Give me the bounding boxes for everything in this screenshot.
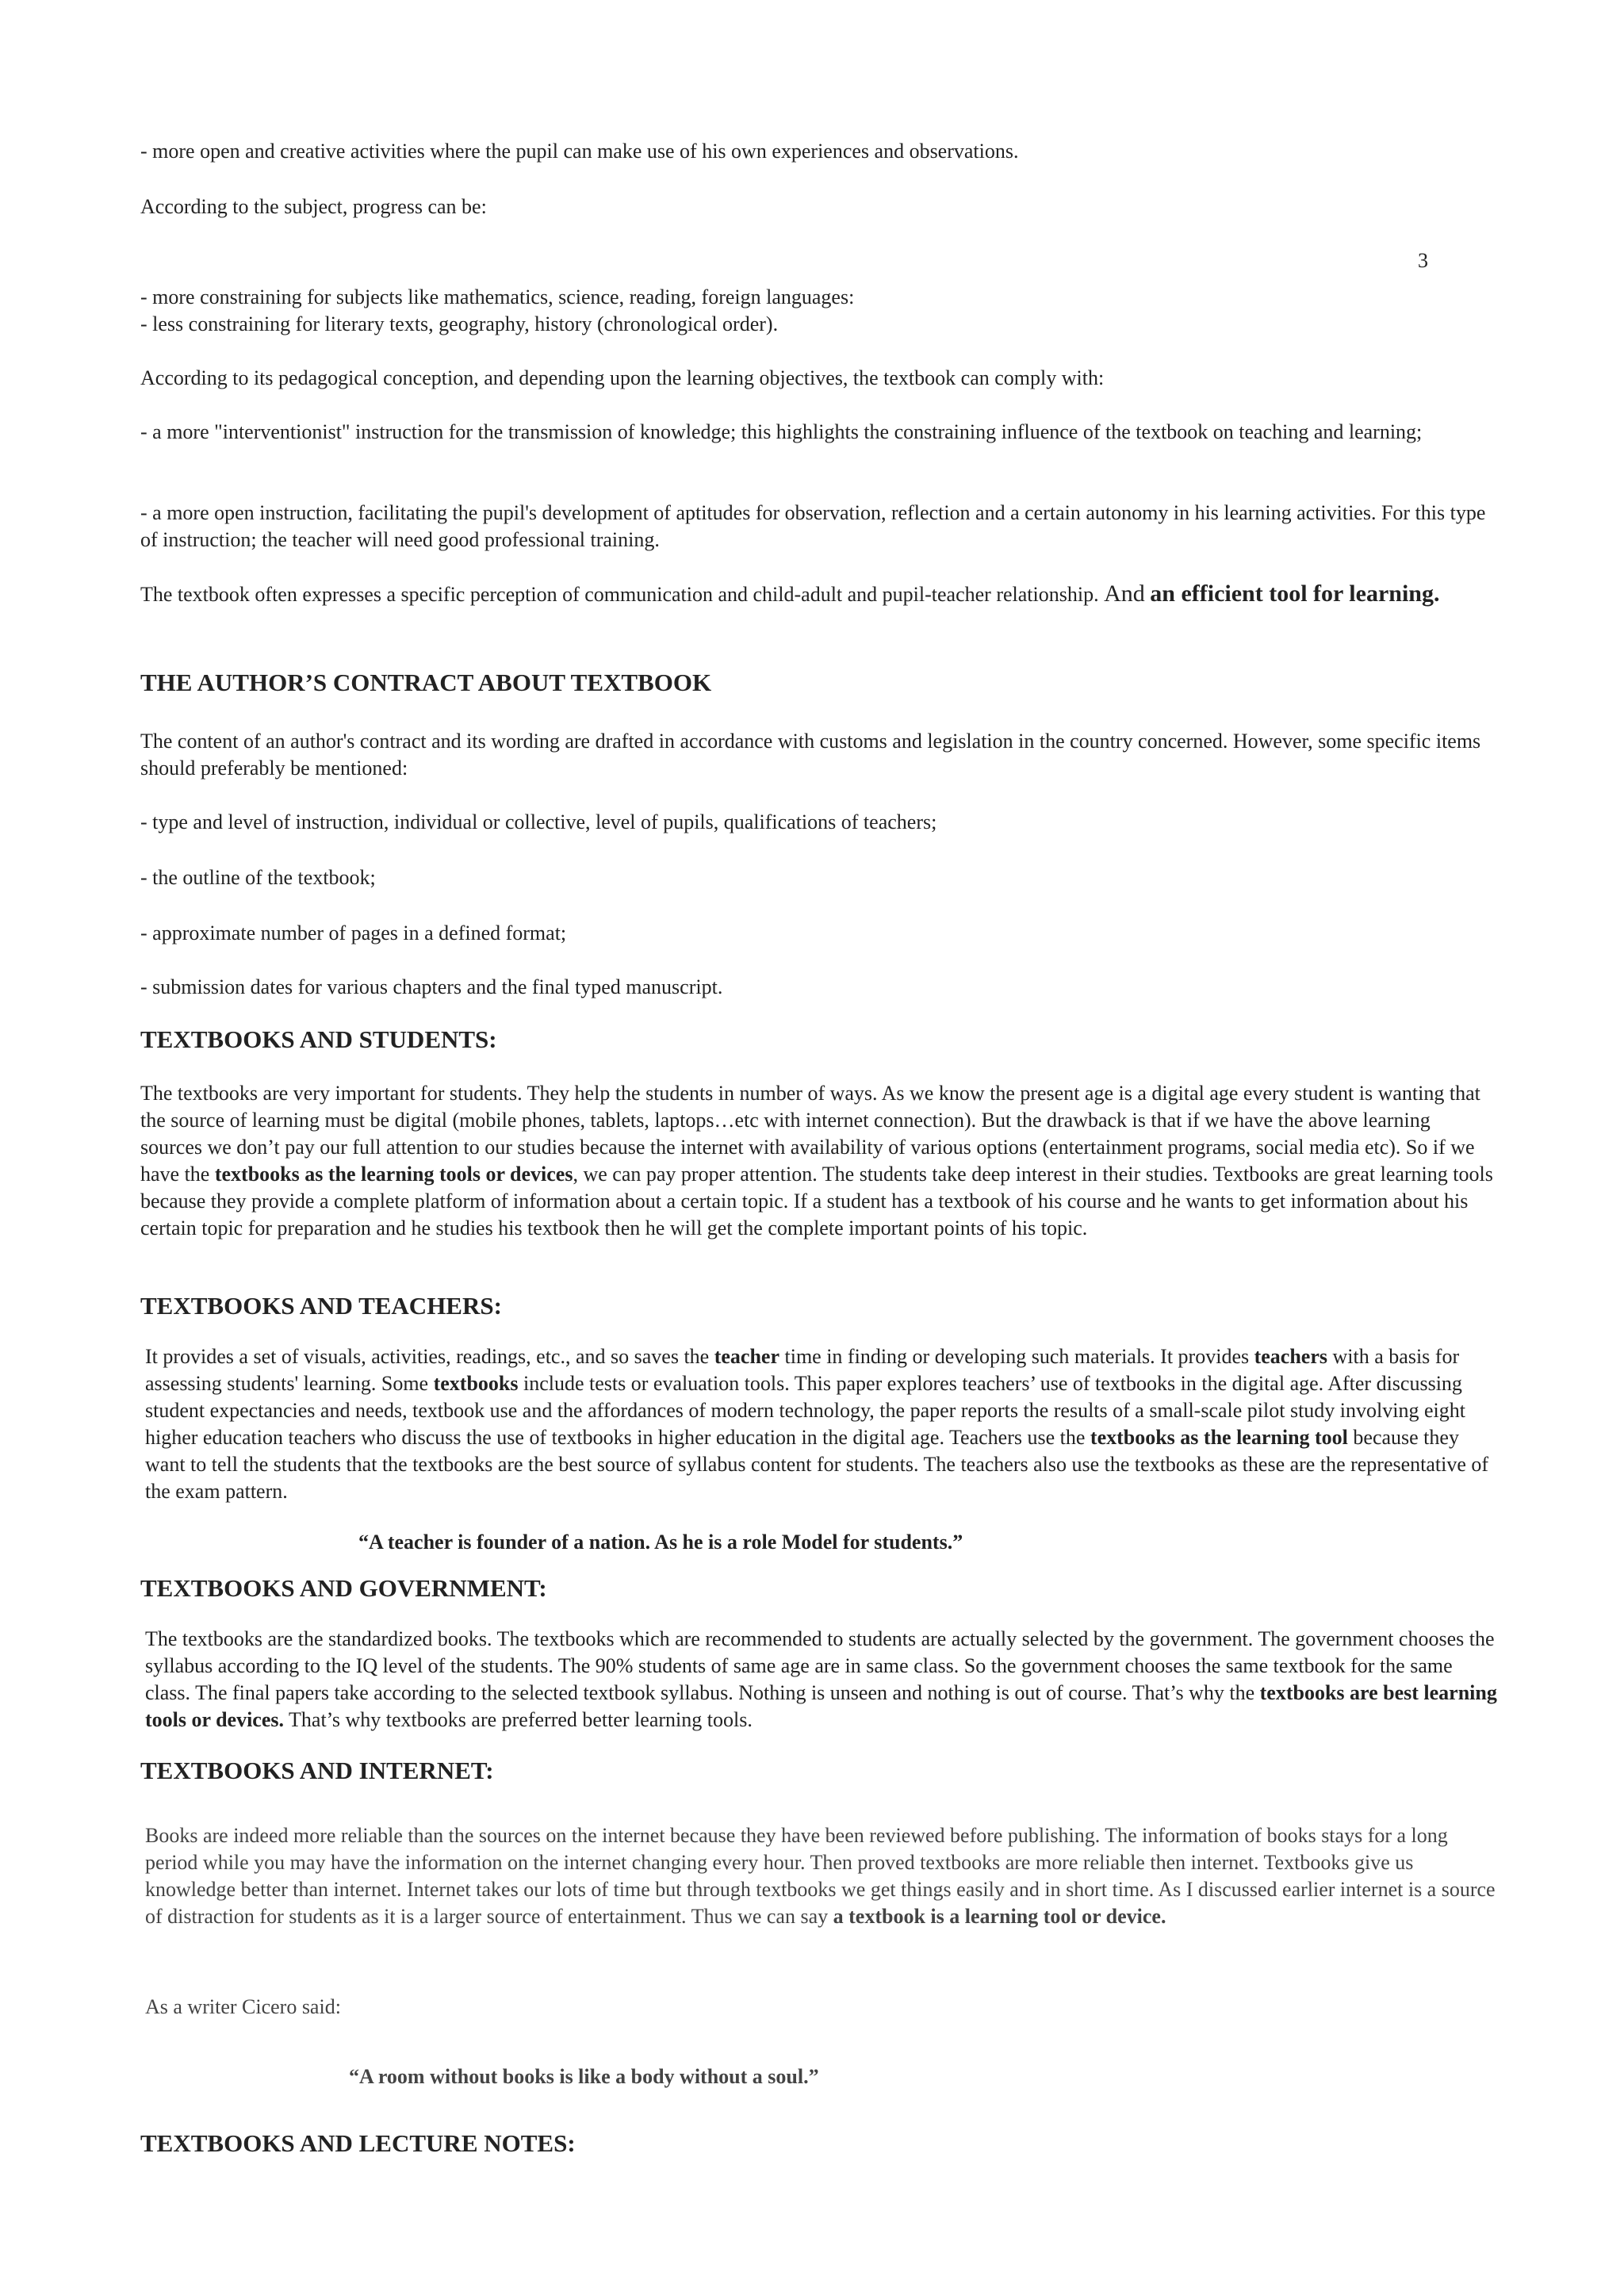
teachers-paragraph xyxy=(145,1343,1501,1505)
government-text-2: That’s why textbooks are preferred better learning tools. xyxy=(289,1708,753,1731)
teachers-text-3: with a basis for assessing students' learning. Some xyxy=(145,1345,1460,1395)
contract-item-4: - submission dates for various chapters and the final typed manuscript. xyxy=(140,975,723,998)
students-heading: TEXTBOOKS AND STUDENTS: xyxy=(140,1025,497,1053)
teachers-heading: TEXTBOOKS AND TEACHERS: xyxy=(140,1292,502,1320)
government-paragraph xyxy=(145,1626,1501,1734)
internet-bold-1: a textbook is a learning tool or device. xyxy=(833,1905,1166,1928)
author-contract-paragraph: The content of an author's contract and its wording are drafted in accordance with customs and legislation in the country concerned. However, some specific items should preferably be mentioned: xyxy=(140,730,1481,780)
internet-paragraph xyxy=(145,1822,1501,1930)
contract-item-1: - type and level of instruction, individual or collective, level of pupils, qualifications of teachers; xyxy=(140,810,937,833)
page-number: 3 xyxy=(1418,249,1428,272)
internet-text-1: Books are indeed more reliable than the sources on the internet because they have been reviewed before publishing. The information of books stays for a long period while you may have the information on the internet changing every hour. Then proved textbooks are more reliable then internet. Textbooks give us knowledge better than internet. Internet takes our lots of time but through textbooks we get things easily and in short time. As I discussed earlier internet is a source of distraction for students as it is a larger source of entertainment. Thus we can say xyxy=(145,1824,1496,1928)
constraining-list xyxy=(140,284,1496,338)
perception-paragraph xyxy=(140,580,1496,608)
teachers-text-4: include tests or evaluation tools. This paper explores teachers’ use of textbooks in the digital age. After discussing student expectancies and needs, textbook use and the affordances of modern technology, the paper reports the results of a small-scale pilot study involving eight higher education teachers who discuss the use of textbooks in higher education in the digital age. Teachers use the xyxy=(145,1372,1465,1449)
cicero-quote: “A room without books is like a body without a soul.” xyxy=(349,2065,819,2088)
contract-item-3: - approximate number of pages in a defined format; xyxy=(140,921,567,944)
perception-text: The textbook often expresses a specific perception of communication and child-adult and pupil-teacher relationship. xyxy=(140,583,1099,606)
internet-heading: TEXTBOOKS AND INTERNET: xyxy=(140,1757,494,1784)
teachers-text-5: because they want to tell the students that the textbooks are the best source of syllabus content for students. The teachers also use the textbooks as these are the representative of the exam pattern. xyxy=(145,1426,1489,1503)
students-text-2: , we can pay proper attention. The students take deep interest in their studies. Textbooks are great learning tools because they provide a complete platform of information about a certain topic. If a student has a textbook of his course and he wants to get information about his certain topic for preparation and he studies his textbook then he will get the complete important points of his topic. xyxy=(140,1163,1493,1239)
teachers-bold-4: textbooks as the learning tool xyxy=(1090,1426,1348,1449)
interventionist-paragraph: - a more "interventionist" instruction for the transmission of knowledge; this highlights the constraining influence of the textbook on teaching and learning; xyxy=(140,420,1423,443)
perception-bold: an efficient tool for learning. xyxy=(1150,580,1440,607)
open-activities-line: - more open and creative activities where the pupil can make use of his own experiences and observations. xyxy=(140,140,1019,163)
teachers-bold-2: teachers xyxy=(1254,1345,1328,1368)
teacher-quote: “A teacher is founder of a nation. As he is a role Model for students.” xyxy=(358,1531,963,1554)
teachers-bold-3: textbooks xyxy=(433,1372,519,1395)
teachers-text-2: time in finding or developing such materials. It provides xyxy=(784,1345,1250,1368)
contract-item-2: - the outline of the textbook; xyxy=(140,866,376,889)
constraining-more-item: - more constraining for subjects like mathematics, science, reading, foreign languages: xyxy=(140,285,855,308)
students-text-1: The textbooks are very important for students. They help the students in number of ways. As we know the present age is a digital age every student is wanting that the source of learning must be digital (mobile phones, tablets, laptops…etc with internet connection). But the drawback is that if we have the above learning sources we don’t pay our full attention to our studies because the internet with availability of various options (entertainment programs, social media etc). So if we have the xyxy=(140,1082,1480,1186)
perception-and: And xyxy=(1104,580,1145,607)
students-bold-1: textbooks as the learning tools or devices xyxy=(214,1163,573,1186)
author-contract-heading: THE AUTHOR’S CONTRACT ABOUT TEXTBOOK xyxy=(140,669,712,696)
students-paragraph xyxy=(140,1080,1496,1242)
lecture-notes-heading: TEXTBOOKS AND LECTURE NOTES: xyxy=(140,2129,576,2157)
constraining-less-item: - less constraining for literary texts, geography, history (chronological order). xyxy=(140,312,779,335)
government-heading: TEXTBOOKS AND GOVERNMENT: xyxy=(140,1574,547,1602)
open-instruction-paragraph: - a more open instruction, facilitating the pupil's development of aptitudes for observation, reflection and a certain autonomy in his learning activities. For this type of instruction; the teacher will need good professional training. xyxy=(140,501,1486,551)
government-text-1: The textbooks are the standardized books. The textbooks which are recommended to students are actually selected by the government. The government chooses the syllabus according to the IQ level of the students. The 90% students of same age are in same class. So the government chooses the same textbook for the same class. The final papers take according to the selected textbook syllabus. Nothing is unseen and nothing is out of course. That’s why the xyxy=(145,1627,1495,1704)
according-subject-line: According to the subject, progress can be: xyxy=(140,195,487,218)
cicero-intro: As a writer Cicero said: xyxy=(145,1995,341,2018)
according-pedagogical-line: According to its pedagogical conception, and depending upon the learning objectives, the textbook can comply with: xyxy=(140,366,1105,389)
government-bold-1: textbooks are best learning tools or devices. xyxy=(145,1681,1497,1731)
teachers-bold-1: teacher xyxy=(714,1345,779,1368)
teachers-text-1: It provides a set of visuals, activities, readings, etc., and so saves the xyxy=(145,1345,710,1368)
